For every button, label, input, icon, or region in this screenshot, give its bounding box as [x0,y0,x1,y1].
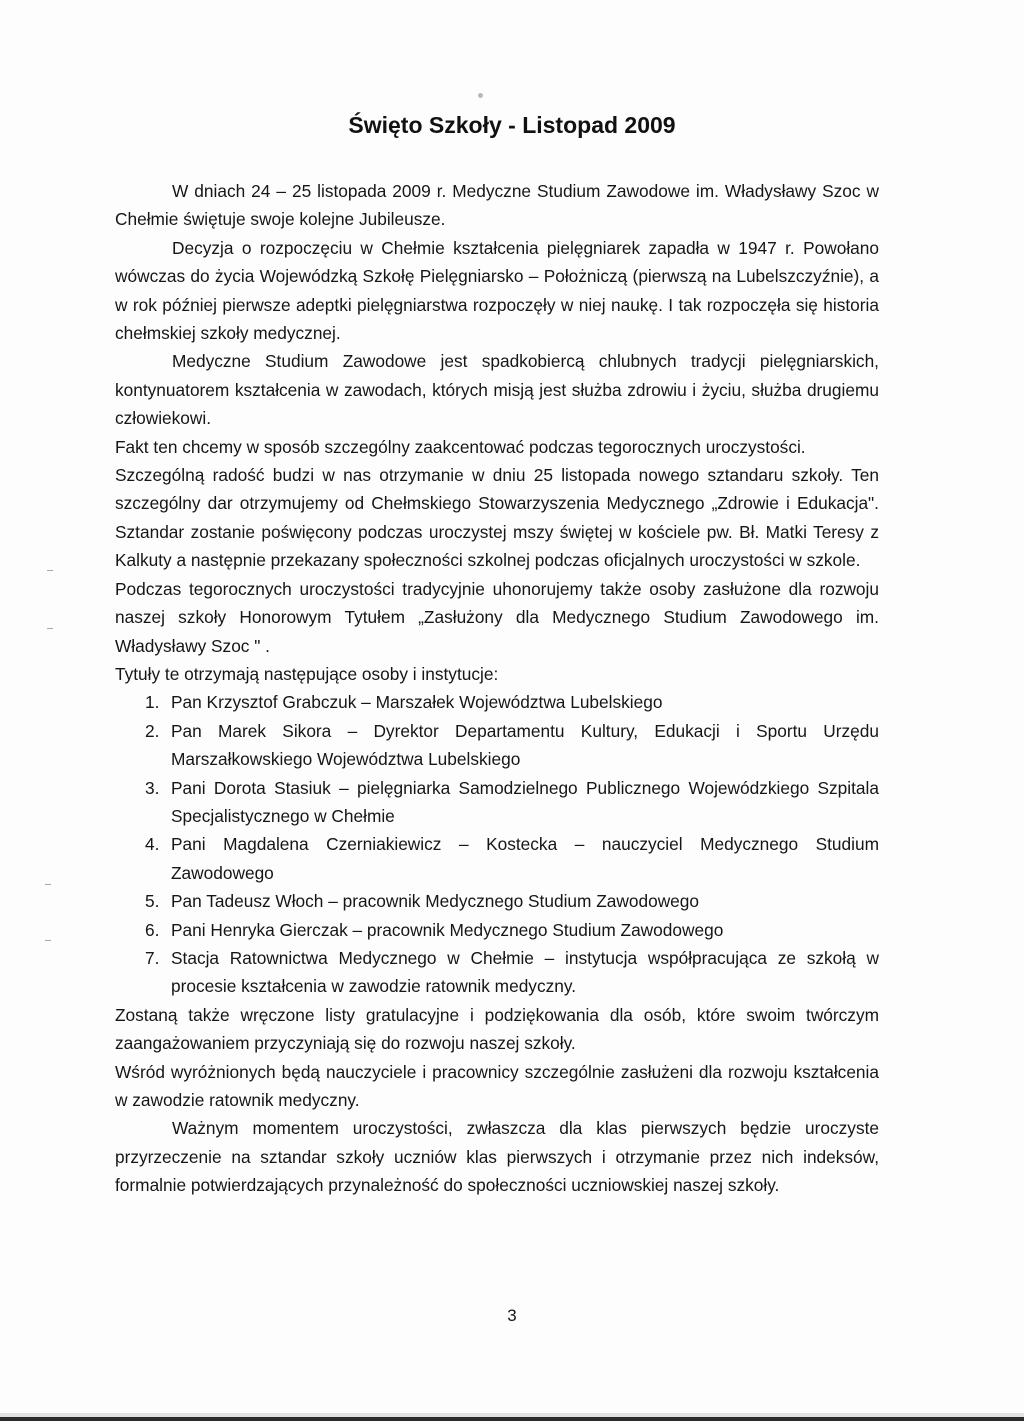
margin-mark [45,940,51,941]
paragraph-history: Decyzja o rozpoczęciu w Chełmie kształcenia pielęgniarek zapadła w 1947 r. Powołano wówczas do życia Wojewódzką Szkołę Pielęgniarsko – Położniczą (pierwszą na Lubelszczyźnie), a w rok później pierwsze adeptki pielęgniarstwa rozpoczęły w niej naukę. I tak rozpoczęła się historia chełmskiej szkoły medycznej. [115,237,879,344]
list-item-number: 2. [145,720,160,741]
paragraph-distinguished: Wśród wyróżnionych będą nauczyciele i pracownicy szczególnie zasłużeni dla rozwoju kształcenia w zawodzie ratownik medyczny. [115,1061,879,1110]
list-item-number: 7. [145,947,160,968]
list-item-text: Pani Dorota Stasiuk – pielęgniarka Samodzielnego Publicznego Wojewódzkiego Szpitala Specjalistycznego w Chełmie [171,777,879,826]
paragraph-honorary-title: Podczas tegorocznych uroczystości tradycyjnie uhonorujemy także osoby zasłużone dla rozwoju naszej szkoły Honorowym Tytułem „Zasłużony dla Medycznego Studium Zawodowego im. Władysławy Szoc " . [115,578,879,656]
list-item-number: 4. [145,834,160,855]
document-title: Święto Szkoły - Listopad 2009 [348,112,676,138]
list-item-text: Stacja Ratownictwa Medycznego w Chełmie – instytucja współpracująca ze szkołą w procesie kształcenia w zawodzie ratownik medyczny. [171,947,879,997]
list-item [115,774,879,831]
list-item [115,916,879,944]
paragraph-tradition: Medyczne Studium Zawodowe jest spadkobiercą chlubnych tradycji pielęgniarskich, kontynuatorem kształcenia w zawodach, których misją jest służba zdrowiu i życiu, służba drugiemu człowiekowi. [115,351,879,429]
list-item [115,717,879,774]
page-number: 3 [507,1306,517,1325]
paragraph-emphasis: Fakt ten chcemy w sposób szczególny zaakcentować podczas tegorocznych uroczystości. [115,436,806,457]
list-item-number: 6. [145,919,160,940]
list-item [115,688,879,716]
list-item [115,830,879,887]
paragraph-oath: Ważnym momentem uroczystości, zwłaszcza dla klas pierwszych będzie uroczyste przyrzeczenie na sztandar szkoły uczniów klas pierwszych i otrzymanie przez nich indeksów, formalnie potwierdzających przynależność do społeczności uczniowskiej naszej szkoły. [115,1118,879,1196]
list-item-text: Pan Krzysztof Grabczuk – Marszałek Województwa Lubelskiego [171,692,663,713]
paragraph-intro: W dniach 24 – 25 listopada 2009 r. Medyczne Studium Zawodowe im. Władysławy Szoc w Chełmie świętuje swoje kolejne Jubileusze. [115,181,879,230]
scan-speck [478,93,483,98]
scan-edge [0,1417,1024,1421]
list-item-text: Pan Marek Sikora – Dyrektor Departamentu Kultury, Edukacji i Sportu Urzędu Marszałkowskiego Województwa Lubelskiego [171,720,879,770]
list-item-number: 3. [145,777,160,798]
margin-mark [47,570,53,571]
list-item-text: Pani Magdalena Czerniakiewicz – Kostecka – nauczyciel Medycznego Studium Zawodowego [171,834,879,883]
list-item-number: 5. [145,891,160,912]
list-item-number: 1. [145,692,160,713]
paragraph-banner: Szczególną radość budzi w nas otrzymanie w dniu 25 listopada nowego sztandaru szkoły. Ten szczególny dar otrzymujemy od Chełmskiego Stowarzyszenia Medycznego „Zdrowie i Edukacja". Sztandar zostanie poświęcony podczas uroczystej mszy świętej w kościele pw. Bł. Matki Teresy z Kalkuty a następnie przekazany społeczności szkolnej podczas oficjalnych uroczystości w szkole. [115,465,879,571]
paragraph-letters: Zostaną także wręczone listy gratulacyjne i podziękowania dla osób, które swoim twórczym zaangażowaniem przyczyniają się do rozwoju naszej szkoły. [115,1004,879,1054]
paragraph-list-intro: Tytuły te otrzymają następujące osoby i instytucje: [115,663,499,684]
list-item-text: Pani Henryka Gierczak – pracownik Medycznego Studium Zawodowego [171,919,724,940]
list-item-text: Pan Tadeusz Włoch – pracownik Medycznego Studium Zawodowego [171,891,700,912]
list-item [115,887,879,915]
list-item [115,944,879,1001]
honorees-list [115,688,879,1000]
margin-mark [45,884,51,885]
document-body [115,177,879,1200]
margin-mark [47,628,53,629]
